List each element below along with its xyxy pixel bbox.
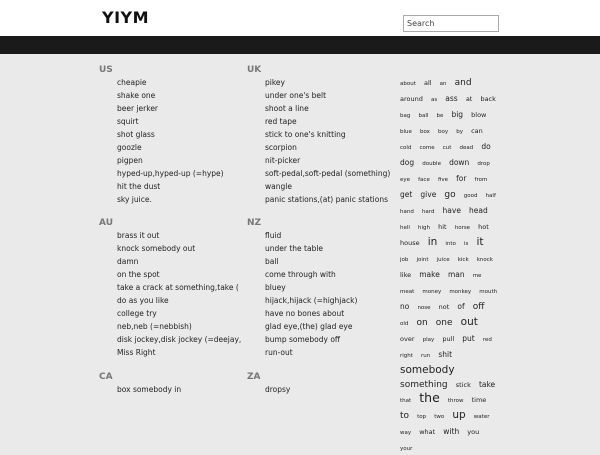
phrase-link[interactable]: • college try	[117, 307, 244, 320]
tag-link[interactable]: all	[423, 79, 432, 87]
tag-link[interactable]: that	[400, 398, 412, 404]
tag-link[interactable]: in	[427, 236, 438, 248]
tag-link[interactable]: have	[442, 206, 461, 215]
phrase-link[interactable]: • pigpen	[117, 154, 244, 167]
tag-link[interactable]: get	[400, 190, 413, 199]
tag-link[interactable]: joint	[416, 257, 429, 263]
section-title: US	[99, 65, 113, 75]
tag-link[interactable]: give	[420, 190, 437, 199]
phrase-list	[247, 76, 392, 206]
phrase-link[interactable]: • soft-pedal,soft-pedal (something)	[265, 167, 392, 180]
tag-link[interactable]: what	[419, 428, 436, 436]
tag-link[interactable]: head	[469, 206, 488, 215]
phrase-link[interactable]: • hyped-up,hyped-up (=hype)	[117, 167, 244, 180]
tag-link[interactable]: hand	[400, 209, 414, 215]
phrase-link[interactable]: • pikey	[265, 76, 392, 89]
tag-link[interactable]: eye	[400, 177, 411, 183]
phrase-link[interactable]: • run-out	[265, 346, 392, 359]
phrase-link[interactable]: • cheapie	[117, 76, 244, 89]
tag-link[interactable]: me	[472, 273, 482, 279]
tag-link[interactable]: box	[419, 129, 430, 135]
tag-link[interactable]: monkey	[449, 289, 472, 295]
phrase-link[interactable]: • beer jerker	[117, 102, 244, 115]
phrase-list	[99, 76, 244, 206]
tag-link[interactable]: not	[438, 303, 450, 311]
phrase-link[interactable]: • shoot a line	[265, 102, 392, 115]
phrase-link[interactable]: • bump somebody off	[265, 333, 392, 346]
tag-link[interactable]: knock	[476, 257, 493, 263]
tag-link[interactable]: be	[436, 113, 444, 119]
nav-bar	[0, 36, 600, 54]
phrase-link[interactable]: • neb,neb (=nebbish)	[117, 320, 244, 333]
section-nz	[247, 217, 392, 359]
phrase-link[interactable]: • nit-picker	[265, 154, 392, 167]
tag-link[interactable]: no	[400, 302, 410, 311]
tag-link[interactable]: juice	[436, 257, 450, 263]
tag-link[interactable]: off	[472, 302, 485, 312]
section-uk	[247, 64, 392, 206]
section-title: CA	[99, 372, 113, 382]
tag-link[interactable]: cold	[400, 145, 412, 151]
phrase-link[interactable]: • squirt	[117, 115, 244, 128]
tag-link[interactable]: water	[473, 414, 490, 420]
tag-link[interactable]: pull	[442, 335, 455, 343]
phrase-link[interactable]: • disk jockey,disk jockey (=deejay,	[117, 333, 244, 346]
tag-link[interactable]: half	[485, 193, 496, 199]
tag-link[interactable]: meat	[400, 289, 415, 295]
tag-link[interactable]: into	[445, 241, 456, 247]
tag-link[interactable]: cut	[442, 145, 452, 151]
phrase-link[interactable]: • under one's belt	[265, 89, 392, 102]
phrase-link[interactable]: • goozle	[117, 141, 244, 154]
tag-link[interactable]: good	[463, 193, 478, 199]
phrase-link[interactable]: • come through with	[265, 268, 392, 281]
tag-link[interactable]: of	[457, 302, 465, 311]
section-title: UK	[247, 65, 262, 75]
phrase-link[interactable]: • box somebody in	[117, 383, 244, 396]
tag-link[interactable]: the	[419, 390, 440, 405]
phrase-list	[247, 383, 392, 396]
phrase-link[interactable]: • hit the dust	[117, 180, 244, 193]
tag-link[interactable]: play	[422, 337, 435, 343]
tag-link[interactable]: old	[400, 321, 409, 327]
tag-link[interactable]: go	[444, 190, 456, 200]
tag-link[interactable]: dog	[400, 158, 415, 167]
tag-cloud	[400, 74, 502, 455]
tag-link[interactable]: your	[400, 446, 413, 452]
tag-link[interactable]: from	[474, 177, 488, 183]
tag-link[interactable]: as	[430, 97, 438, 103]
tag-link[interactable]: hot	[478, 223, 489, 231]
section-title: ZA	[247, 372, 261, 382]
tag-link[interactable]: do	[481, 142, 491, 151]
tag-link[interactable]: face	[418, 177, 430, 183]
tag-link[interactable]: back	[480, 95, 496, 103]
phrase-link[interactable]: • hijack,hijack (=highjack)	[265, 294, 392, 307]
phrase-link[interactable]: • stick to one's knitting	[265, 128, 392, 141]
tag-link[interactable]: and	[454, 78, 472, 88]
tag-link[interactable]: take	[478, 380, 496, 389]
phrase-link[interactable]: • have no bones about	[265, 307, 392, 320]
section-au	[99, 217, 244, 359]
tag-link[interactable]: way	[400, 430, 412, 436]
site-logo[interactable]: YIYM	[102, 8, 150, 27]
tag-link[interactable]: top	[417, 414, 427, 420]
phrase-link[interactable]: • brass it out	[117, 229, 244, 242]
tag-link[interactable]: blue	[400, 129, 412, 135]
phrase-link[interactable]: • damn	[117, 255, 244, 268]
phrase-list	[247, 229, 392, 359]
tag-link[interactable]: to	[400, 411, 410, 421]
tag-link[interactable]: shit	[438, 350, 453, 359]
phrase-link[interactable]: • fluid	[265, 229, 392, 242]
tag-link[interactable]: around	[400, 95, 423, 103]
tag-link[interactable]: put	[462, 334, 475, 343]
tag-link[interactable]: right	[400, 353, 413, 359]
tag-link[interactable]: out	[460, 316, 478, 328]
phrase-link[interactable]: • wangle	[265, 180, 392, 193]
tag-link[interactable]: throw	[447, 398, 464, 404]
phrase-link[interactable]: • panic stations,(at) panic stations	[265, 193, 392, 206]
phrase-link[interactable]: • ball	[265, 255, 392, 268]
section-title: NZ	[247, 218, 262, 228]
section-za	[247, 371, 392, 396]
search-input[interactable]	[403, 15, 499, 32]
tag-link[interactable]: hard	[421, 209, 435, 215]
tag-link[interactable]: is	[464, 241, 469, 247]
phrase-link[interactable]: • knock somebody out	[117, 242, 244, 255]
tag-link[interactable]: two	[434, 414, 445, 420]
tag-link[interactable]: run	[421, 353, 431, 359]
tag-link[interactable]: it	[476, 236, 484, 248]
phrase-link[interactable]: • under the table	[265, 242, 392, 255]
tag-link[interactable]: blow	[471, 111, 487, 119]
tag-link[interactable]: at	[465, 95, 473, 103]
tag-link[interactable]: ball	[418, 113, 429, 119]
phrase-link[interactable]: • glad eye,(the) glad eye	[265, 320, 392, 333]
tag-link[interactable]: man	[447, 270, 465, 279]
tag-link[interactable]: high	[418, 225, 431, 231]
phrase-link[interactable]: • bluey	[265, 281, 392, 294]
tag-link[interactable]: on	[416, 318, 428, 328]
tag-link[interactable]: with	[443, 427, 460, 436]
site-header	[0, 0, 600, 36]
tag-link[interactable]: make	[419, 270, 440, 279]
phrase-link[interactable]: • dropsy	[265, 383, 392, 396]
tag-link[interactable]: can	[471, 127, 483, 135]
section-title: AU	[99, 218, 113, 228]
tag-link[interactable]: hit	[438, 223, 447, 231]
section-ca	[99, 371, 244, 396]
phrase-link[interactable]: • red tape	[265, 115, 392, 128]
tag-link[interactable]: boy	[438, 129, 449, 135]
tag-link[interactable]: an	[439, 81, 447, 87]
phrase-link[interactable]: • shake one	[117, 89, 244, 102]
phrase-list	[99, 383, 244, 396]
tag-link[interactable]: five	[437, 177, 449, 183]
phrase-link[interactable]: • take a crack at something,take (	[117, 281, 244, 294]
tag-link[interactable]: you	[467, 428, 480, 436]
tag-link[interactable]: job	[400, 257, 409, 263]
phrase-link[interactable]: • shot glass	[117, 128, 244, 141]
tag-link[interactable]: stick	[455, 381, 471, 389]
tag-link[interactable]: somebody	[400, 364, 455, 376]
tag-link[interactable]: one	[435, 318, 453, 328]
tag-link[interactable]: double	[422, 161, 441, 167]
tag-link[interactable]: by	[456, 129, 463, 135]
tag-link[interactable]: like	[400, 271, 412, 279]
tag-link[interactable]: down	[449, 158, 470, 167]
tag-link[interactable]: over	[400, 335, 415, 343]
tag-link[interactable]: red	[482, 337, 492, 343]
phrase-link[interactable]: • do as you like	[117, 294, 244, 307]
tag-link[interactable]: bag	[400, 113, 411, 119]
tag-link[interactable]: dead	[459, 145, 474, 151]
phrase-link[interactable]: • on the spot	[117, 268, 244, 281]
tag-link[interactable]: come	[419, 145, 435, 151]
phrase-link[interactable]: • Miss Right	[117, 346, 244, 359]
tag-link[interactable]: horse	[454, 225, 471, 231]
section-us	[99, 64, 244, 206]
phrase-link[interactable]: • sky juice.	[117, 193, 244, 206]
tag-link[interactable]: big	[451, 110, 464, 119]
tag-link[interactable]: house	[400, 239, 420, 247]
tag-link[interactable]: hell	[400, 225, 410, 231]
tag-link[interactable]: nose	[417, 305, 431, 311]
tag-link[interactable]: about	[400, 81, 416, 87]
phrase-list	[99, 229, 244, 359]
phrase-link[interactable]: • scorpion	[265, 141, 392, 154]
tag-link[interactable]: ass	[445, 94, 458, 103]
tag-link[interactable]: for	[456, 174, 467, 183]
tag-link[interactable]: mouth	[479, 289, 498, 295]
tag-link[interactable]: kick	[457, 257, 469, 263]
tag-link[interactable]: drop	[477, 161, 490, 167]
tag-link[interactable]: something	[400, 380, 448, 390]
tag-link[interactable]: time	[471, 396, 487, 404]
tag-link[interactable]: money	[422, 289, 442, 295]
tag-link[interactable]: up	[452, 409, 466, 421]
